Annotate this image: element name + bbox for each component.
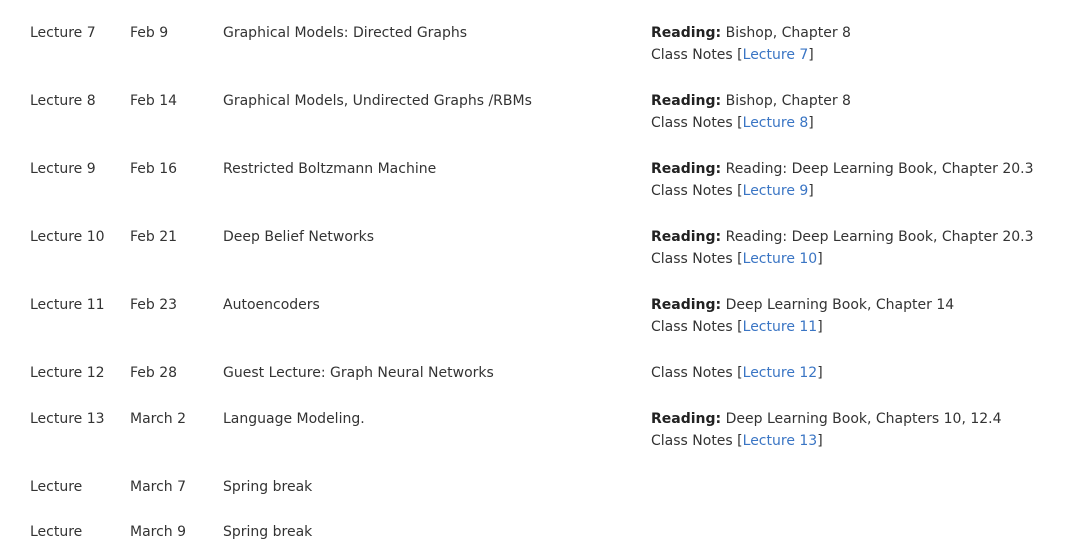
lecture-topic: Guest Lecture: Graph Neural Networks [223,365,494,381]
reading-line [651,408,1002,430]
reading-line [651,294,954,316]
reading-label: Reading: [651,93,722,109]
lecture-date: March 7 [130,479,187,495]
lecture-topic: Spring break [223,479,313,495]
lecture-materials [651,408,1002,452]
lecture-date: Feb 16 [130,161,178,177]
class-notes-line: Class Notes [Lecture 12] [651,365,823,381]
lecture-materials [651,90,851,134]
reading-text: Reading: Deep Learning Book, Chapter 20.3 [725,229,1034,245]
class-notes-label: Class Notes [651,47,733,63]
reading-label: Reading: [651,229,722,245]
reading-line [651,226,1034,248]
lecture-date: Feb 14 [130,93,178,109]
lecture-date: March 2 [130,411,187,427]
class-notes-link[interactable]: Lecture 12 [742,365,818,381]
reading-text: Deep Learning Book, Chapter 14 [725,297,955,313]
class-notes-line: Class Notes [Lecture 11] [651,319,823,335]
class-notes-label: Class Notes [651,251,733,267]
lecture-topic: Language Modeling. [223,411,365,427]
class-notes-label: Class Notes [651,319,733,335]
class-notes-label: Class Notes [651,433,733,449]
lecture-topic: Deep Belief Networks [223,229,375,245]
lecture-topic: Spring break [223,524,313,540]
lecture-topic: Restricted Boltzmann Machine [223,161,437,177]
reading-label: Reading: [651,161,722,177]
class-notes-line: Class Notes [Lecture 9] [651,183,814,199]
lecture-number: Lecture 9 [30,161,96,177]
class-notes-link[interactable]: Lecture 8 [742,115,809,131]
class-notes-label: Class Notes [651,115,733,131]
lecture-number: Lecture 8 [30,93,96,109]
lecture-number: Lecture 12 [30,365,105,381]
reading-line [651,22,851,44]
lecture-date: Feb 9 [130,25,169,41]
class-notes-line: Class Notes [Lecture 13] [651,433,823,449]
class-notes-link[interactable]: Lecture 9 [742,183,809,199]
lecture-date: March 9 [130,524,187,540]
class-notes-link[interactable]: Lecture 11 [742,319,818,335]
class-notes-link[interactable]: Lecture 7 [742,47,809,63]
lecture-materials [651,226,1034,270]
reading-text: Reading: Deep Learning Book, Chapter 20.3 [725,161,1034,177]
lecture-number: Lecture 13 [30,411,105,427]
reading-text: Bishop, Chapter 8 [725,93,851,109]
reading-label: Reading: [651,25,722,41]
lecture-materials [651,362,823,384]
lecture-topic: Graphical Models, Undirected Graphs /RBMs [223,93,532,109]
lecture-materials [651,22,851,66]
lecture-topic: Graphical Models: Directed Graphs [223,25,468,41]
reading-label: Reading: [651,297,722,313]
lecture-number: Lecture [30,479,83,495]
lecture-number: Lecture 7 [30,25,96,41]
class-notes-label: Class Notes [651,183,733,199]
lecture-topic: Autoencoders [223,297,320,313]
lecture-number: Lecture [30,524,83,540]
reading-text: Bishop, Chapter 8 [725,25,851,41]
lecture-number: Lecture 10 [30,229,105,245]
reading-line [651,90,851,112]
reading-line [651,158,1034,180]
lecture-materials [651,294,954,338]
lecture-date: Feb 28 [130,365,178,381]
class-notes-line: Class Notes [Lecture 7] [651,47,814,63]
reading-label: Reading: [651,411,722,427]
class-notes-link[interactable]: Lecture 10 [742,251,818,267]
class-notes-line: Class Notes [Lecture 8] [651,115,814,131]
reading-text: Deep Learning Book, Chapters 10, 12.4 [725,411,1002,427]
lecture-number: Lecture 11 [30,297,105,313]
lecture-date: Feb 21 [130,229,178,245]
class-notes-link[interactable]: Lecture 13 [742,433,818,449]
lecture-materials [651,158,1034,202]
class-notes-line: Class Notes [Lecture 10] [651,251,823,267]
lecture-date: Feb 23 [130,297,178,313]
class-notes-label: Class Notes [651,365,733,381]
